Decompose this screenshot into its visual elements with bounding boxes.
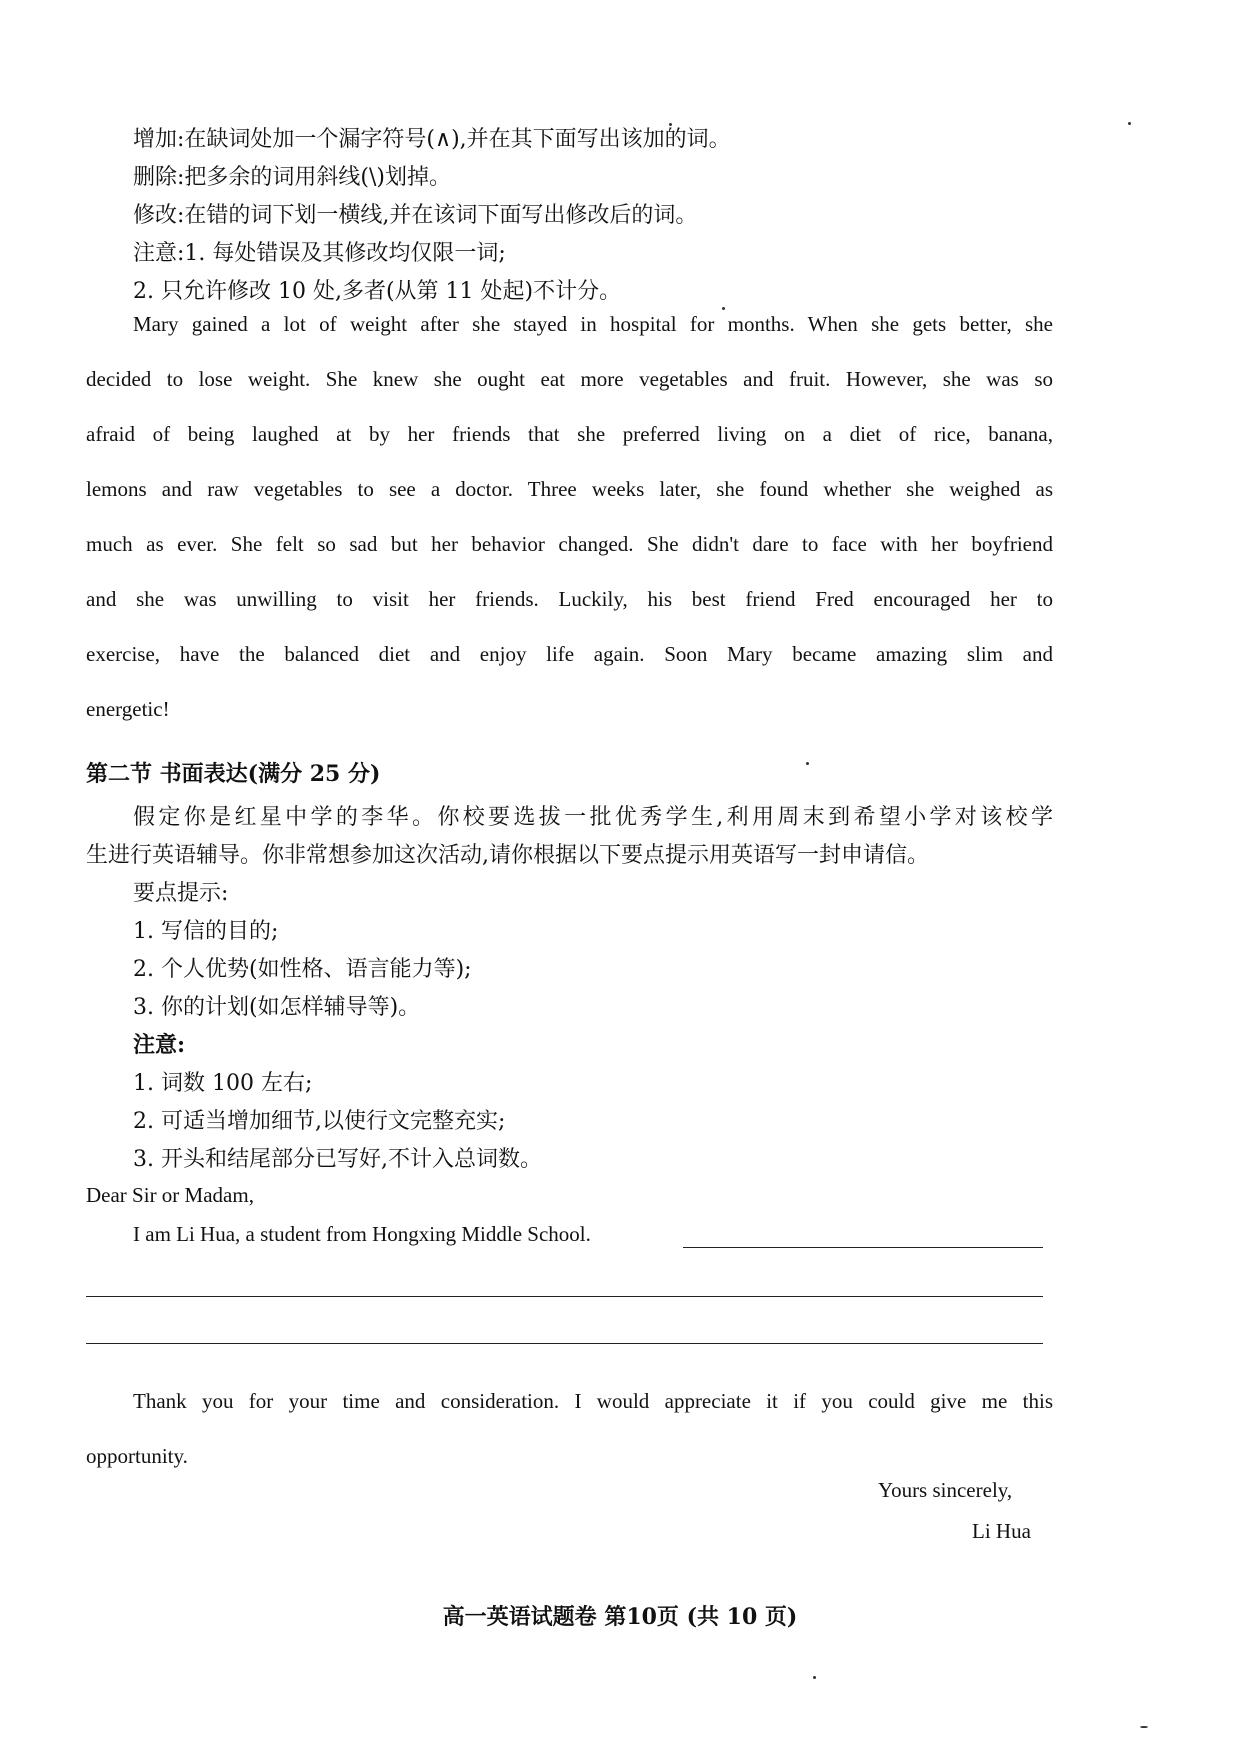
scan-speck bbox=[722, 307, 725, 310]
note-item: 3. 开头和结尾部分已写好,不计入总词数。 bbox=[133, 1147, 542, 1172]
section-heading: 第二节 书面表达(满分 25 分) bbox=[86, 761, 381, 787]
letter-closing-line2: opportunity. bbox=[86, 1444, 188, 1468]
points-title: 要点提示: bbox=[133, 881, 229, 906]
scan-speck bbox=[1128, 122, 1131, 125]
letter-signoff: Yours sincerely, bbox=[878, 1478, 1013, 1502]
passage-line: lemons and raw vegetables to see a doctor. Three weeks later, she found whether she weighed as bbox=[86, 477, 1053, 501]
instruction-modify: 修改:在错的词下划一横线,并在该词下面写出修改后的词。 bbox=[133, 203, 698, 228]
passage-line: Mary gained a lot of weight after she stayed in hospital for months. When she gets better, she bbox=[133, 312, 1053, 336]
passage-line: exercise, have the balanced diet and enjoy life again. Soon Mary became amazing slim and bbox=[86, 642, 1053, 666]
letter-signature: Li Hua bbox=[972, 1519, 1031, 1543]
passage-line: afraid of being laughed at by her friends that she preferred living on a diet of rice, banana, bbox=[86, 422, 1053, 446]
scan-speck bbox=[813, 1676, 816, 1679]
note-item: 1. 词数 100 左右; bbox=[133, 1071, 313, 1096]
scan-speck bbox=[669, 123, 672, 126]
point-item: 2. 个人优势(如性格、语言能力等); bbox=[133, 957, 472, 982]
scan-speck bbox=[806, 762, 809, 765]
instruction-add: 增加:在缺词处加一个漏字符号(∧),并在其下面写出该加的词。 bbox=[133, 127, 731, 152]
passage-line-last: energetic! bbox=[86, 697, 170, 721]
note-item: 2. 可适当增加细节,以使行文完整充实; bbox=[133, 1109, 506, 1134]
page-footer: 高一英语试题卷 第10页 (共 10 页) bbox=[442, 1604, 798, 1630]
point-item: 1. 写信的目的; bbox=[133, 919, 279, 944]
letter-opening: I am Li Hua, a student from Hongxing Middle School. bbox=[133, 1222, 591, 1246]
task-intro-line1: 假定你是红星中学的李华。你校要选拔一批优秀学生,利用周末到希望小学对该校学 bbox=[133, 805, 1053, 830]
scan-speck bbox=[1140, 1726, 1148, 1728]
writing-blank[interactable] bbox=[86, 1343, 1043, 1344]
passage-line: and she was unwilling to visit her friends. Luckily, his best friend Fred encouraged her to bbox=[86, 587, 1053, 611]
task-intro-line2: 生进行英语辅导。你非常想参加这次活动,请你根据以下要点提示用英语写一封申请信。 bbox=[86, 843, 929, 868]
point-item: 3. 你的计划(如怎样辅导等)。 bbox=[133, 995, 421, 1020]
instruction-note-1: 注意:1. 每处错误及其修改均仅限一词; bbox=[133, 241, 506, 266]
writing-blank[interactable] bbox=[86, 1296, 1043, 1297]
passage-line: decided to lose weight. She knew she ought eat more vegetables and fruit. However, she was so bbox=[86, 367, 1053, 391]
instruction-delete: 删除:把多余的词用斜线(\)划掉。 bbox=[133, 165, 451, 190]
writing-blank[interactable] bbox=[683, 1247, 1043, 1248]
letter-salutation: Dear Sir or Madam, bbox=[86, 1183, 254, 1207]
letter-closing-line1: Thank you for your time and consideration. I would appreciate it if you could give me this bbox=[133, 1389, 1053, 1413]
passage-line: much as ever. She felt so sad but her behavior changed. She didn't dare to face with her boyfriend bbox=[86, 532, 1053, 556]
notes-title: 注意: bbox=[133, 1032, 186, 1058]
instruction-note-2: 2. 只允许修改 10 处,多者(从第 11 处起)不计分。 bbox=[133, 279, 622, 304]
